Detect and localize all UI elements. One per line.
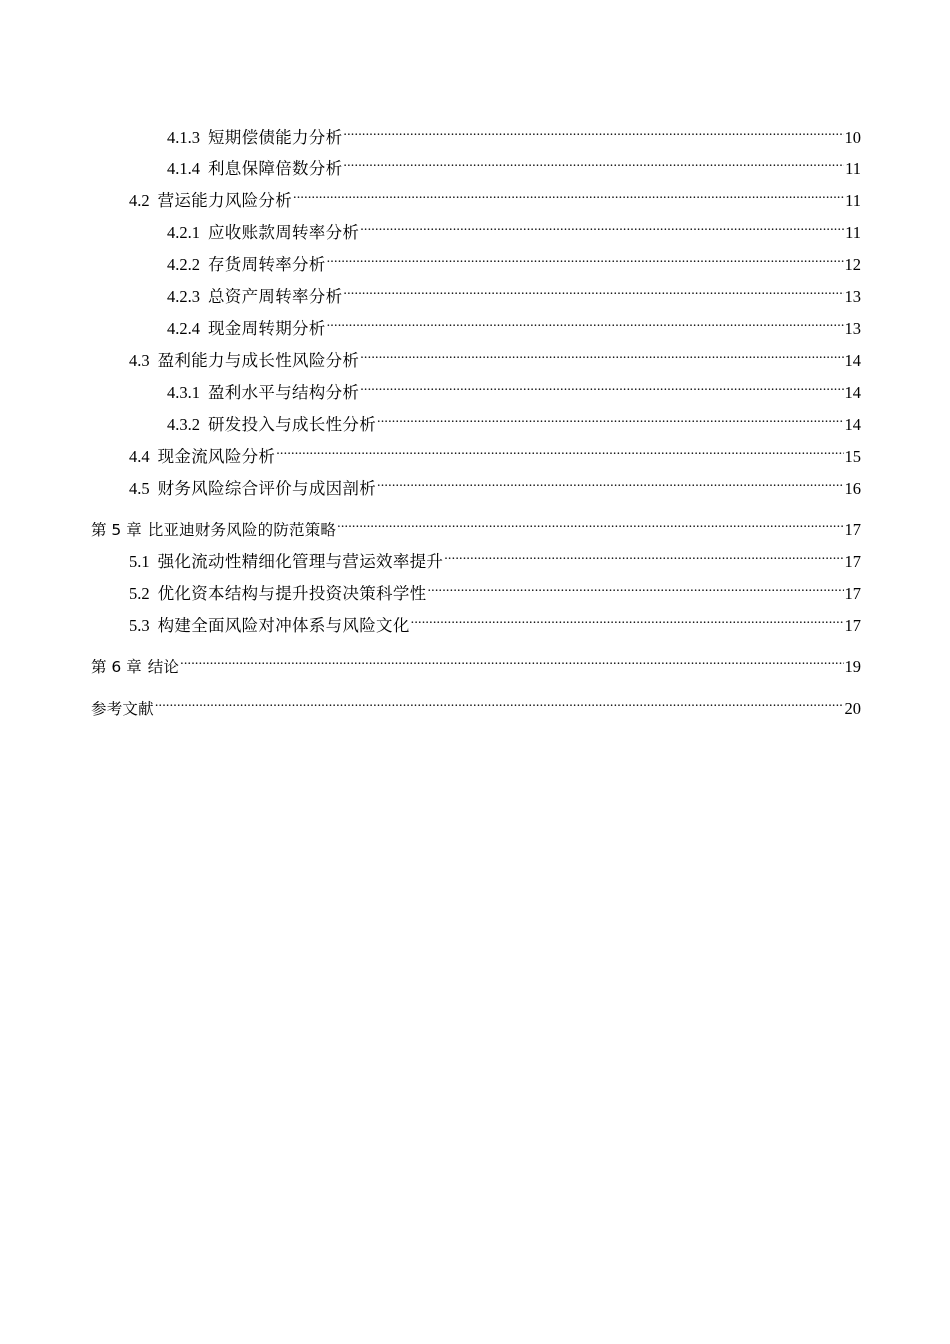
- toc-entry-page: 20: [844, 699, 861, 718]
- toc-entry-number: 4.2.3: [167, 287, 200, 306]
- toc-entry-4-2-1[interactable]: [0, 214, 861, 242]
- toc-entry-4-2-4[interactable]: [0, 310, 861, 338]
- toc-entry-number: 5.1: [129, 552, 150, 571]
- toc-dot-leader: [411, 607, 844, 631]
- toc-entry-title: 结论: [147, 658, 180, 676]
- toc-entry-number: 4.3: [129, 351, 150, 370]
- toc-entry-page: 17: [844, 616, 861, 635]
- toc-dot-leader: [337, 511, 843, 535]
- toc-entry-page: 19: [844, 657, 861, 676]
- toc-entry-references[interactable]: [0, 690, 861, 718]
- toc-entry-title: 存货周转率分析: [208, 255, 326, 274]
- toc-entry-number: 4.4: [129, 447, 150, 466]
- toc-dot-leader: [360, 374, 843, 398]
- toc-dot-leader: [444, 543, 843, 567]
- toc-entry-title: 比亚迪财务风险的防范策略: [147, 521, 337, 539]
- toc-entry-number: 4.2: [129, 191, 150, 210]
- toc-entry-page: 12: [844, 255, 861, 274]
- toc-dot-leader: [343, 150, 844, 174]
- toc-entry-title: 参考文献: [91, 700, 154, 718]
- toc-entry-number: 4.3.1: [167, 383, 200, 402]
- toc-entry-page: 15: [844, 447, 861, 466]
- toc-entry-title: 现金周转期分析: [208, 319, 326, 338]
- toc-entry-chapter-5[interactable]: [0, 511, 861, 539]
- toc-entry-5-2[interactable]: [0, 575, 861, 603]
- toc-entry-number: 4.2.2: [167, 255, 200, 274]
- toc-entry-4-5[interactable]: [0, 470, 861, 498]
- toc-dot-leader: [427, 575, 843, 599]
- toc-entry-4-3-1[interactable]: [0, 374, 861, 402]
- toc-dot-leader: [180, 648, 843, 672]
- toc-entry-title: 研发投入与成长性分析: [208, 415, 376, 434]
- toc-entry-4-1-4[interactable]: [0, 150, 861, 178]
- toc-entry-page: 16: [844, 479, 861, 498]
- toc-entry-number: 第 6 章: [91, 658, 142, 676]
- toc-entry-4-2[interactable]: [0, 182, 861, 210]
- toc-entry-4-3[interactable]: [0, 342, 861, 370]
- toc-entry-page: 11: [845, 223, 861, 242]
- toc-dot-leader: [327, 246, 844, 270]
- toc-entry-4-2-3[interactable]: [0, 278, 861, 306]
- toc-entry-title: 强化流动性精细化管理与营运效率提升: [157, 552, 444, 571]
- toc-entry-page: 11: [845, 159, 861, 178]
- toc-dot-leader: [377, 470, 843, 494]
- toc-entry-number: 5.3: [129, 616, 150, 635]
- toc-entry-number: 4.1.3: [167, 128, 200, 147]
- toc-entry-title: 财务风险综合评价与成因剖析: [157, 479, 377, 498]
- toc-entry-page: 17: [844, 552, 861, 571]
- toc-entry-number: 第 5 章: [91, 521, 142, 539]
- toc-entry-number: 4.1.4: [167, 159, 200, 178]
- toc-dot-leader: [155, 690, 844, 714]
- toc-entry-title: 总资产周转率分析: [208, 287, 343, 306]
- toc-entry-number: 5.2: [129, 584, 150, 603]
- toc-entry-4-2-2[interactable]: [0, 246, 861, 274]
- toc-entry-page: 13: [844, 319, 861, 338]
- toc-entry-title: 现金流风险分析: [157, 447, 276, 466]
- toc-entry-title: 短期偿债能力分析: [208, 128, 343, 147]
- toc-entry-title: 应收账款周转率分析: [208, 223, 360, 242]
- toc-entry-number: 4.3.2: [167, 415, 200, 434]
- toc-entry-page: 14: [844, 415, 861, 434]
- toc-entry-title: 盈利能力与成长性风险分析: [157, 351, 360, 370]
- toc-entry-4-4[interactable]: [0, 438, 861, 466]
- toc-entry-5-3[interactable]: [0, 607, 861, 635]
- toc-entry-page: 17: [844, 584, 861, 603]
- toc-entry-page: 14: [844, 383, 861, 402]
- toc-entry-page: 10: [844, 128, 861, 147]
- toc-entry-page: 11: [845, 191, 861, 210]
- toc-entry-title: 构建全面风险对冲体系与风险文化: [157, 616, 410, 635]
- toc-entry-title: 优化资本结构与提升投资决策科学性: [157, 584, 427, 603]
- toc-entry-page: 17: [844, 520, 861, 539]
- toc-entry-title: 营运能力风险分析: [157, 191, 293, 210]
- toc-entry-4-3-2[interactable]: [0, 406, 861, 434]
- toc-dot-leader: [276, 438, 843, 462]
- toc-entry-chapter-6[interactable]: [0, 648, 861, 676]
- toc-entry-number: 4.2.4: [167, 319, 200, 338]
- toc-entry-5-1[interactable]: [0, 543, 861, 571]
- toc-entry-page: 13: [844, 287, 861, 306]
- toc-dot-leader: [343, 119, 843, 143]
- toc-entry-page: 14: [844, 351, 861, 370]
- toc-dot-leader: [360, 342, 843, 366]
- toc-dot-leader: [293, 182, 844, 206]
- toc-entry-title: 利息保障倍数分析: [208, 159, 343, 178]
- toc-dot-leader: [377, 406, 844, 430]
- toc-entry-title: 盈利水平与结构分析: [208, 383, 360, 402]
- toc-dot-leader: [343, 278, 843, 302]
- toc-entry-number: 4.2.1: [167, 223, 200, 242]
- toc-dot-leader: [327, 310, 844, 334]
- toc-entry-number: 4.5: [129, 479, 150, 498]
- toc-dot-leader: [360, 214, 844, 238]
- toc-entry-4-1-3[interactable]: [0, 119, 861, 147]
